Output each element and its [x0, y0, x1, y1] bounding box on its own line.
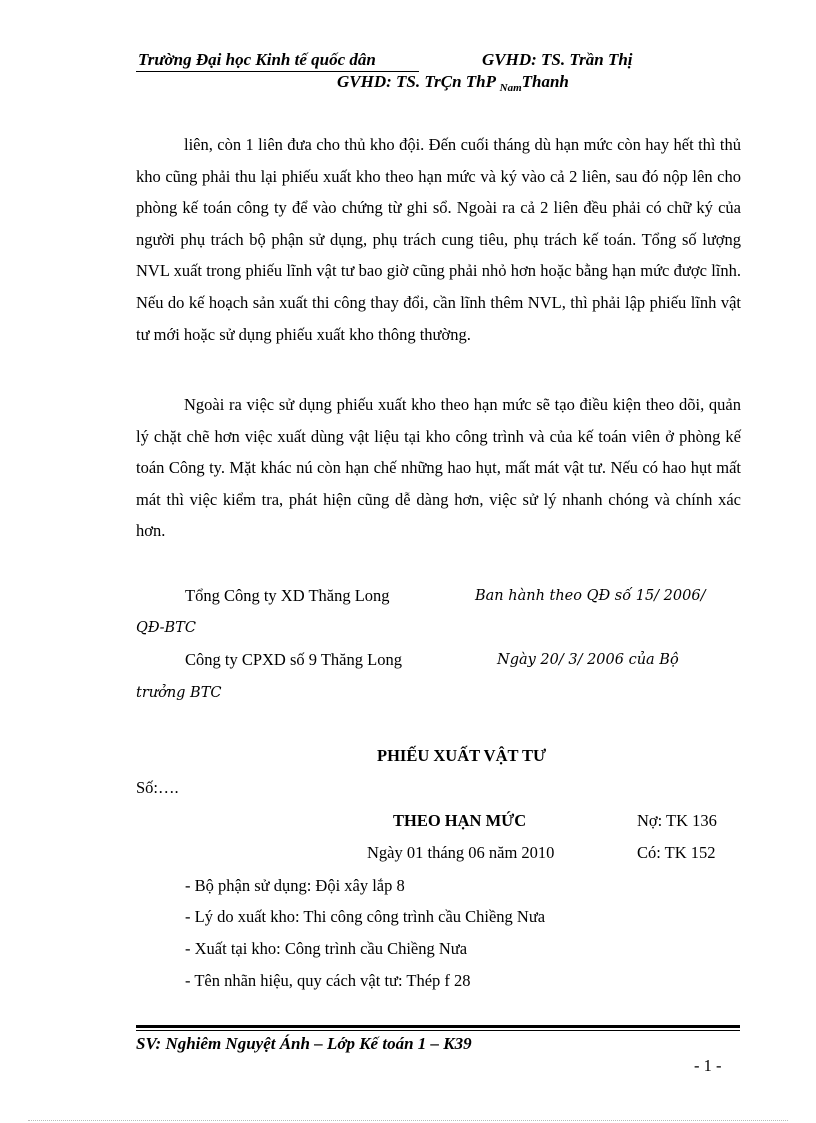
decree-line-1-cont: QĐ-BTC [136, 620, 196, 636]
form-number: Số:…. [136, 778, 179, 797]
form-title: PHIẾU XUẤT VẬT TƯ [377, 746, 547, 765]
page-bottom-border [28, 1120, 788, 1121]
advisor-name-top: GVHD: TS. Trần Thị [482, 50, 633, 69]
form-item-material: - Tên nhãn hiệu, quy cách vật tư: Thép f 28 [185, 971, 471, 990]
advisor-tail: Thanh [521, 72, 569, 91]
page-header-advisor [337, 72, 569, 92]
advisor-sub: Nam [499, 82, 522, 94]
form-item-warehouse: - Xuất tại kho: Công trình cầu Chiềng Nưa [185, 939, 468, 958]
paragraph-1: liên, còn 1 liên đưa cho thủ kho đội. Đến cuối tháng dù hạn mức còn hay hết thì thủ kho cũng phải thu lại phiếu xuất kho theo hạn mức và ký vào cả 2 liên, sau đó nộp lên cho phòng kế toán công ty để vào chứng từ ghi sổ. Ngoài ra cả 2 liên đều phải có chữ ký của người phụ trách bộ phận sử dụng, phụ trách cung tiêu, phụ trách kế toán. Tổng số lượng NVL xuất trong phiếu lĩnh vật tư bao giờ cũng phải nhỏ hơn hoặc bằng hạn mức được lĩnh. Nếu do kế hoạch sản xuất thi công thay đổi, cần lĩnh thêm NVL, thì phải lập phiếu lĩnh vật tư mới hoặc sử dụng phiếu xuất kho thông thường. [136, 135, 741, 344]
footer-student: SV: Nghiêm Nguyệt Ánh – Lớp Kế toán 1 – K39 [136, 1034, 472, 1053]
form-item-department: - Bộ phận sử dụng: Đội xây lắp 8 [185, 876, 405, 895]
org-name-2: Công ty CPXD số 9 Thăng Long [185, 650, 402, 669]
org-name-1: Tổng Công ty XD Thăng Long [185, 586, 390, 605]
form-subtitle: THEO HẠN MỨC [393, 811, 527, 830]
paragraph-2: Ngoài ra việc sử dụng phiếu xuất kho theo hạn mức sẽ tạo điều kiện theo dõi, quản lý chặt chẽ hơn việc xuất dùng vật liệu tại kho công trình và của kế toán viên ở phòng kế toán Công ty. Mặt khác nú còn hạn chế những hao hụt, mất mát vật tư. Nếu có hao hụt mất mát thì việc kiểm tra, phát hiện cũng dễ dàng hơn, việc sử lý nhanh chóng và chính xác hơn. [136, 395, 741, 541]
footer-rule-thin [136, 1030, 740, 1031]
advisor-main: GVHD: TS. TrÇn ThP [337, 72, 500, 91]
school-name: Trường Đại học Kinh tế quốc dân [138, 50, 376, 69]
decree-line-1: Ban hành theo QĐ số 15/ 2006/ [475, 588, 706, 604]
page-header-school [138, 50, 633, 70]
credit-account: Có: TK 152 [637, 843, 716, 862]
decree-line-2: Ngày 20/ 3/ 2006 của Bộ [497, 652, 679, 668]
debit-account: Nợ: TK 136 [637, 811, 717, 830]
decree-line-2-cont: trưởng BTC [136, 685, 222, 701]
footer-rule-thick [136, 1025, 740, 1028]
form-date: Ngày 01 tháng 06 năm 2010 [367, 843, 555, 862]
page-number: - 1 - [694, 1056, 722, 1075]
form-item-reason: - Lý do xuất kho: Thi công công trình cầu Chiềng Nưa [185, 907, 546, 926]
